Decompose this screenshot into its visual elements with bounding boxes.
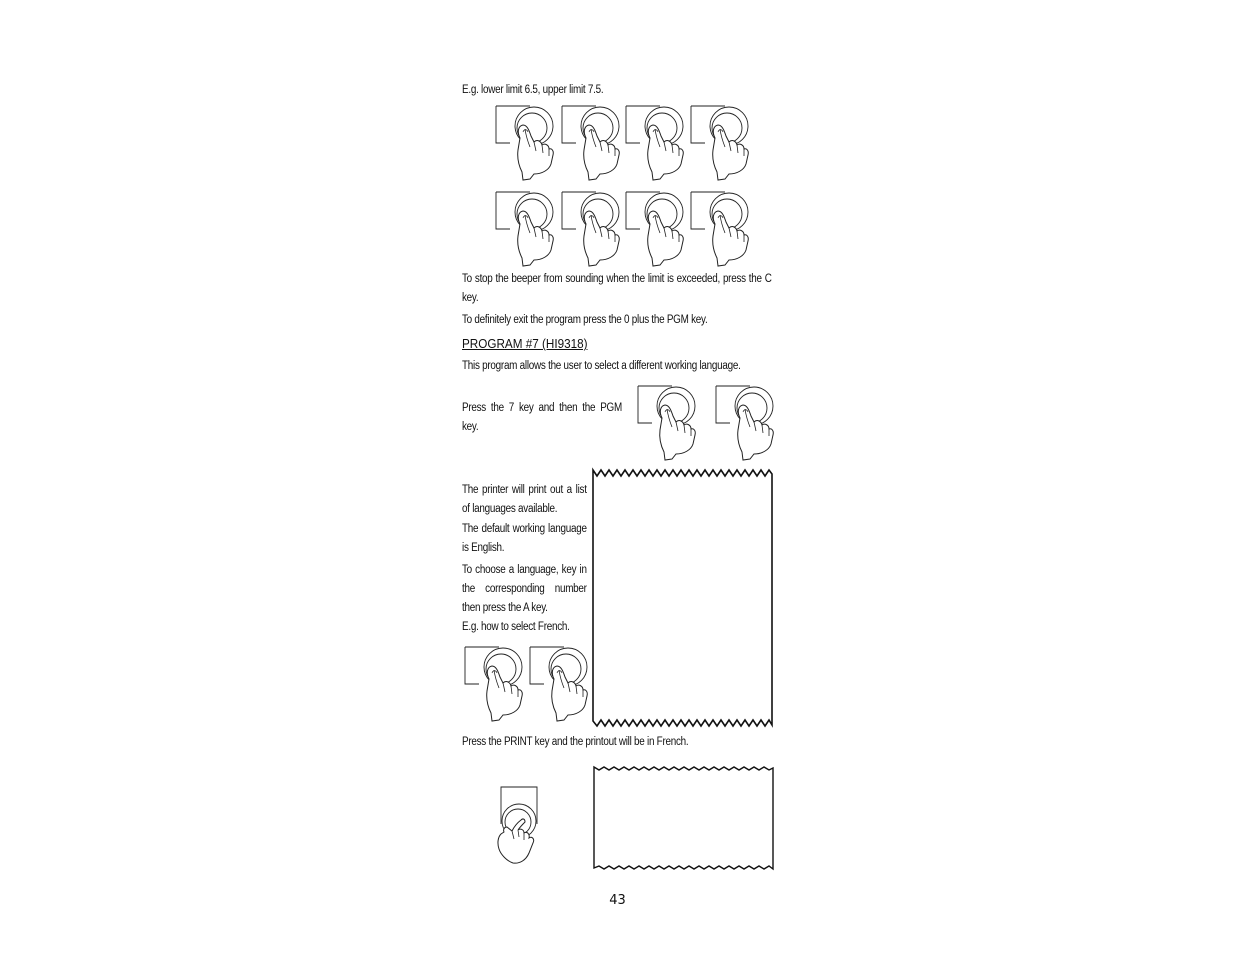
finger-press-key-icon — [638, 386, 773, 460]
finger-press-key-icon — [496, 106, 748, 180]
beeper-instruction: To stop the beeper from sounding when the limit is exceeded, press the C key. — [462, 273, 772, 304]
french-example: E.g. how to select French. — [462, 621, 570, 633]
exit-instruction: To definitely exit the program press the 0 plus the PGM key. — [462, 314, 708, 326]
finger-press-key-icon — [465, 647, 587, 721]
choose-language-instruction: To choose a language, key in the corresponding number then press the A key. — [462, 564, 587, 614]
printout-paper-icon — [594, 767, 773, 869]
intro-example: E.g. lower limit 6.5, upper limit 7.5. — [462, 84, 604, 96]
press-keys-instruction: Press the 7 key and then the PGM key. — [462, 402, 622, 433]
page-number: 43 — [609, 893, 626, 908]
program-heading: PROGRAM #7 (HI9318) — [462, 336, 588, 351]
finger-press-key-icon — [496, 192, 748, 266]
default-language-text: The default working language is English. — [462, 523, 587, 554]
program-description: This program allows the user to select a different working language. — [462, 360, 741, 372]
printer-instruction: The printer will print out a list of languages available. — [462, 484, 587, 515]
print-key-instruction: Press the PRINT key and the printout will be in French. — [462, 736, 689, 748]
finger-press-key-icon — [498, 787, 537, 863]
printout-paper-icon — [593, 470, 772, 726]
